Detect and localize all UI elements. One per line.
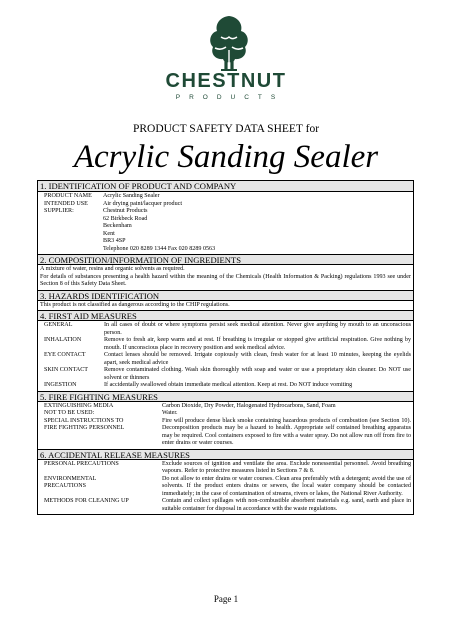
section-3-heading: 3. HAZARDS IDENTIFICATION	[38, 290, 413, 301]
environmental-label-line: ENVIRONMENTAL	[44, 475, 97, 482]
not-to-be-used-text: Water.	[162, 410, 178, 416]
skin-contact-text: Remove contaminated clothing. Wash skin thoroughly with soap and water or use a proprietary skin cleaner. Do NOT use solvent or thinners	[104, 367, 411, 381]
eye-contact-text: Contact lenses should be removed. Irrigate copiously with clean, fresh water for at least 10 minutes, keeping the eyelids apart, seek medical advice	[104, 352, 411, 366]
general-label: GENERAL	[44, 322, 73, 328]
supplier-line: Kent	[103, 230, 115, 237]
section-6-body	[38, 460, 413, 515]
brand-name: CHESTNUT	[165, 70, 287, 92]
inhalation-text: Remove to fresh air, keep warm and at rest. If breathing is irregular or stopped give artificial respiration. Give nothing by mouth. If unconscious place in recovery position and seek medical advice.	[104, 337, 411, 351]
ingestion-label: INGESTION	[44, 382, 77, 388]
environmental-precautions-row	[40, 476, 411, 499]
environmental-label-line: PRECAUTIONS	[44, 483, 86, 489]
cleaning-up-row	[40, 498, 411, 513]
safety-data-sheet	[37, 180, 414, 515]
cleaning-up-label: METHODS FOR CLEANING UP	[44, 498, 129, 504]
extinguishing-media-text: Carbon Dioxide, Dry Powder, Halogenated Hydrocarbons, Sand, Foam	[162, 402, 336, 409]
special-instructions-label-line: FIRE FIGHTING PERSONNEL	[44, 425, 125, 431]
product-name-value: Acrylic Sanding Sealer	[103, 193, 160, 199]
brand-subtitle: PRODUCTS	[175, 94, 285, 101]
composition-text: A mixture of water, resins and organic solvents as required.	[40, 266, 185, 272]
first-aid-ingestion-row	[40, 382, 411, 390]
section-2-body	[38, 265, 413, 290]
section-4-heading: 4. FIRST AID MEASURES	[38, 310, 413, 321]
product-name-row	[40, 193, 411, 201]
first-aid-eye-row	[40, 352, 411, 367]
supplier-line: Beckenham	[103, 223, 132, 229]
section-1-heading: 1. IDENTIFICATION OF PRODUCT AND COMPANY	[38, 181, 413, 192]
special-instructions-label-line: SPECIAL INSTRUCTIONS TO	[44, 417, 124, 424]
intended-use-value: Air drying paint/lacquer product	[103, 200, 183, 207]
extinguishing-media-label: EXTINGUISHING MEDIA	[44, 402, 114, 409]
not-to-be-used-label: NOT TO BE USED:	[44, 410, 95, 416]
hazards-text: This product is not classified as dangerous according to the CHIP regulations.	[40, 301, 230, 308]
section-2-heading: 2. COMPOSITION/INFORMATION OF INGREDIENTS	[38, 254, 413, 265]
cleaning-up-text: Contain and collect spillages with non-combustible absorbent materials e.g. sand, earth and place in suitable container for disposal in accordance with the waste regulations.	[162, 498, 411, 512]
section-4-body	[38, 321, 413, 391]
eye-contact-label: EYE CONTACT	[44, 352, 86, 358]
product-name-label: PRODUCT NAME	[44, 193, 92, 199]
personal-precautions-row	[40, 461, 411, 476]
environmental-precautions-text: Do not allow to enter drains or water courses. Clean area preferably with a detergent; avoid the use of solvents. If the product enters drains or sewers, the local water company should be contacted immediately; in the case of contamination of streams, rivers or lakes, the National River Authority.	[162, 475, 411, 497]
first-aid-general-row	[40, 322, 411, 337]
section-1-body	[38, 192, 413, 254]
skin-contact-label: SKIN CONTACT	[44, 367, 89, 373]
first-aid-inhalation-row	[40, 337, 411, 352]
supplier-phone-fax: Telephone 020 8289 1344 Fax 020 8289 0563	[103, 245, 216, 252]
general-text: In all cases of doubt or where symptoms persist seek medical attention. Never give anything by mouth to an unconscious person.	[104, 322, 411, 336]
supplier-address	[103, 208, 411, 253]
page-number: Page 1	[213, 594, 239, 604]
chestnut-tree-logo-icon	[205, 14, 253, 72]
intended-use-label: INTENDED USE	[44, 200, 88, 207]
section-3-body	[38, 301, 413, 311]
first-aid-skin-row	[40, 367, 411, 382]
inhalation-label: INHALATION	[44, 337, 82, 343]
personal-precautions-label: PERSONAL PRECAUTIONS	[44, 460, 119, 467]
section-5-body	[38, 402, 413, 449]
special-instructions-row	[40, 418, 411, 448]
supplier-label: SUPPLIER:	[44, 208, 74, 214]
supplier-row	[40, 208, 411, 253]
section-5-heading: 5. FIRE FIGHTING MEASURES	[38, 391, 413, 402]
personal-precautions-text: Exclude sources of ignition and ventilate the area. Exclude nonessential personnel. Avoid breathing vapours. Refer to protective measures listed in Sections 7 & 8.	[162, 460, 411, 474]
document-subtitle: PRODUCT SAFETY DATA SHEET for	[132, 123, 320, 135]
supplier-line: 62 Birkbeck Road	[103, 215, 148, 222]
ingestion-text: If accidentally swallowed obtain immediate medical attention. Keep at rest. Do NOT induce vomiting	[104, 382, 353, 388]
environmental-precautions-label	[40, 476, 162, 499]
document-title: Acrylic Sanding Sealer	[73, 139, 379, 175]
section-6-heading: 6. ACCIDENTAL RELEASE MEASURES	[38, 449, 413, 460]
special-instructions-label	[40, 418, 162, 448]
special-instructions-text: Fire will produce dense black smoke containing hazardous products of combustion (see Section 10). Decomposition products may be a hazard to health. Appropriate self contained breathing apparatus may be required. Cool containers exposed to fire with a water spray. Do not allow run off from fire to enter drains or water courses.	[162, 417, 411, 446]
supplier-line: Chestnut Products	[103, 208, 148, 214]
not-to-be-used-row	[40, 410, 411, 418]
supplier-line: BR3 4SP	[103, 238, 126, 244]
composition-regulations-text: For details of substances presenting a health hazard within the meaning of the Chemicals (Health Information & Packing) regulations 1993 see under Section 8 of this Safety Data Sheet.	[40, 273, 411, 287]
intended-use-row	[40, 201, 411, 209]
extinguishing-media-row	[40, 403, 411, 411]
